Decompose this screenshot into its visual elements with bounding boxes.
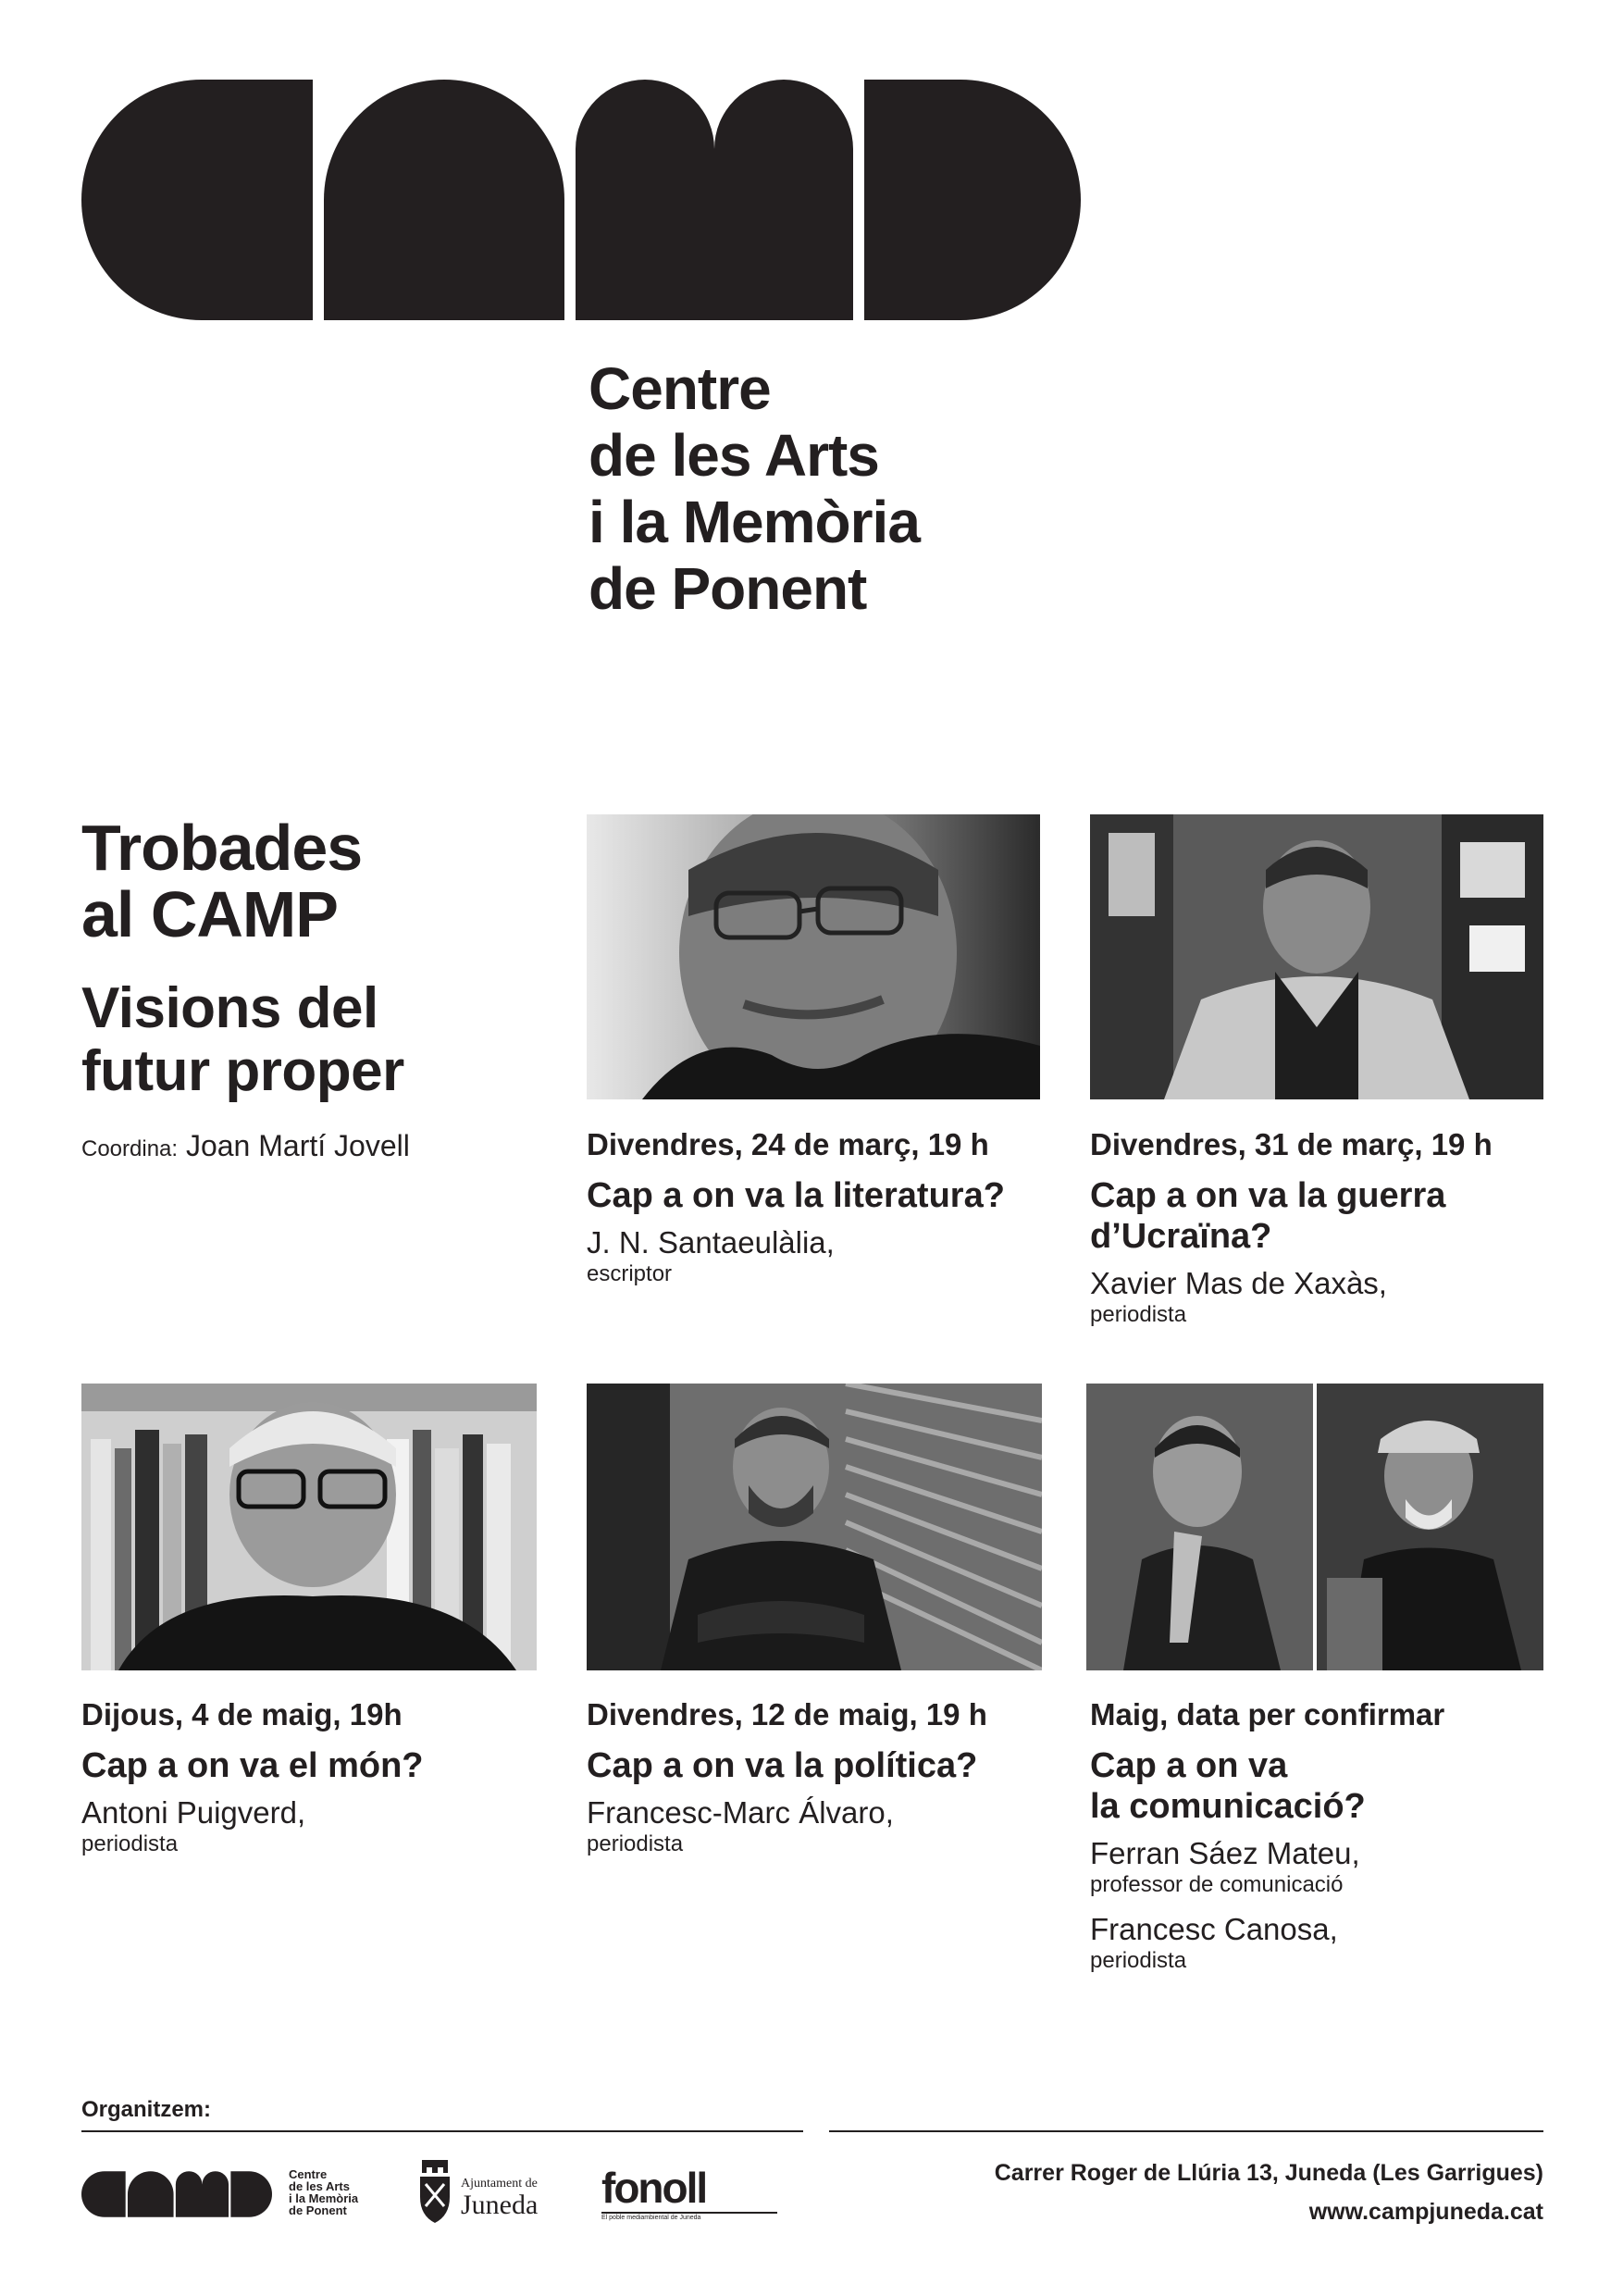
venue-address: Carrer Roger de Llúria 13, Juneda (Les Garrigues) bbox=[994, 2160, 1543, 2186]
series-subtitle-line: Visions del bbox=[81, 976, 378, 1040]
event-title: Cap a on va la literatura? bbox=[587, 1176, 1005, 1215]
event-date: Dijous, 4 de maig, 19h bbox=[81, 1697, 403, 1731]
speaker-role: periodista bbox=[81, 1831, 179, 1856]
fonoll-wordmark: fonoll bbox=[601, 2164, 707, 2212]
institution-line: i la Memòria bbox=[588, 489, 920, 555]
event-date: Divendres, 31 de març, 19 h bbox=[1090, 1127, 1493, 1161]
small-institution-line: i la Memòria bbox=[289, 2191, 359, 2205]
speaker-photo-mas-de-xaxas bbox=[1090, 814, 1543, 1099]
camp-small-institution bbox=[289, 2168, 358, 2216]
fonoll-logo bbox=[601, 2166, 777, 2223]
event-3 bbox=[81, 1697, 563, 1858]
camp-small-logo bbox=[81, 2171, 272, 2217]
speaker-name: Francesc-Marc Álvaro, bbox=[587, 1795, 894, 1830]
coordinator-label: Coordina: bbox=[81, 1136, 179, 1161]
fonoll-tagline: El poble mediambiental de Juneda bbox=[601, 2215, 701, 2221]
series-title-line: al CAMP bbox=[81, 878, 338, 950]
speaker-name: Xavier Mas de Xaxàs, bbox=[1090, 1266, 1387, 1300]
speaker-name: J. N. Santaeulàlia, bbox=[587, 1225, 835, 1260]
event-2 bbox=[1090, 1127, 1553, 1329]
coordinator bbox=[81, 1129, 563, 1163]
event-date: Divendres, 12 de maig, 19 h bbox=[587, 1697, 987, 1731]
event-title: d’Ucraïna? bbox=[1090, 1217, 1272, 1256]
event-title: Cap a on va la guerra bbox=[1090, 1176, 1446, 1215]
ajuntament-small: Ajuntament de bbox=[461, 2177, 538, 2191]
speaker-photo-saez-canosa bbox=[1086, 1384, 1543, 1670]
speaker-name: Francesc Canosa, bbox=[1090, 1912, 1338, 1946]
organizers-label: Organitzem: bbox=[81, 2097, 212, 2122]
event-4 bbox=[587, 1697, 1068, 1858]
speaker-photo-alvaro bbox=[587, 1384, 1042, 1670]
speaker-role: periodista bbox=[587, 1831, 684, 1856]
speaker-role: professor de comunicació bbox=[1090, 1872, 1344, 1897]
event-date: Divendres, 24 de març, 19 h bbox=[587, 1127, 989, 1161]
speaker-role: periodista bbox=[1090, 1302, 1187, 1327]
institution-line: Centre bbox=[588, 355, 771, 422]
small-institution-line: de les Arts bbox=[289, 2179, 350, 2193]
institution-name bbox=[588, 355, 920, 622]
camp-logo bbox=[81, 80, 1081, 320]
institution-line: de les Arts bbox=[588, 422, 879, 489]
event-5 bbox=[1090, 1697, 1571, 1975]
event-title: la comunicació? bbox=[1090, 1787, 1366, 1826]
series-subtitle-line: futur proper bbox=[81, 1039, 404, 1103]
speaker-photo-santaeulalia bbox=[587, 814, 1040, 1099]
ajuntament-name: Juneda bbox=[461, 2190, 539, 2220]
small-institution-line: de Ponent bbox=[289, 2203, 347, 2217]
website-link[interactable]: www.campjuneda.cat bbox=[1308, 2199, 1543, 2225]
coordinator-name: Joan Martí Jovell bbox=[185, 1129, 410, 1162]
series-title-line: Trobades bbox=[81, 812, 363, 884]
event-title: Cap a on va el món? bbox=[81, 1746, 424, 1785]
footer-divider-right bbox=[829, 2130, 1543, 2132]
ajuntament-label bbox=[461, 2177, 538, 2219]
institution-line: de Ponent bbox=[588, 555, 867, 622]
speaker-name: Ferran Sáez Mateu, bbox=[1090, 1836, 1360, 1870]
event-1 bbox=[587, 1127, 1049, 1288]
small-institution-line: Centre bbox=[289, 2167, 328, 2181]
series-intro bbox=[81, 814, 563, 1163]
speaker-role: periodista bbox=[1090, 1948, 1187, 1973]
speaker-photo-puigverd bbox=[81, 1384, 537, 1670]
event-title: Cap a on va bbox=[1090, 1746, 1288, 1785]
speaker-name: Antoni Puigverd, bbox=[81, 1795, 306, 1830]
juneda-shield-icon bbox=[416, 2160, 453, 2225]
footer-divider-left bbox=[81, 2130, 803, 2132]
event-title: Cap a on va la política? bbox=[587, 1746, 978, 1785]
event-date: Maig, data per confirmar bbox=[1090, 1697, 1445, 1731]
speaker-role: escriptor bbox=[587, 1261, 673, 1286]
